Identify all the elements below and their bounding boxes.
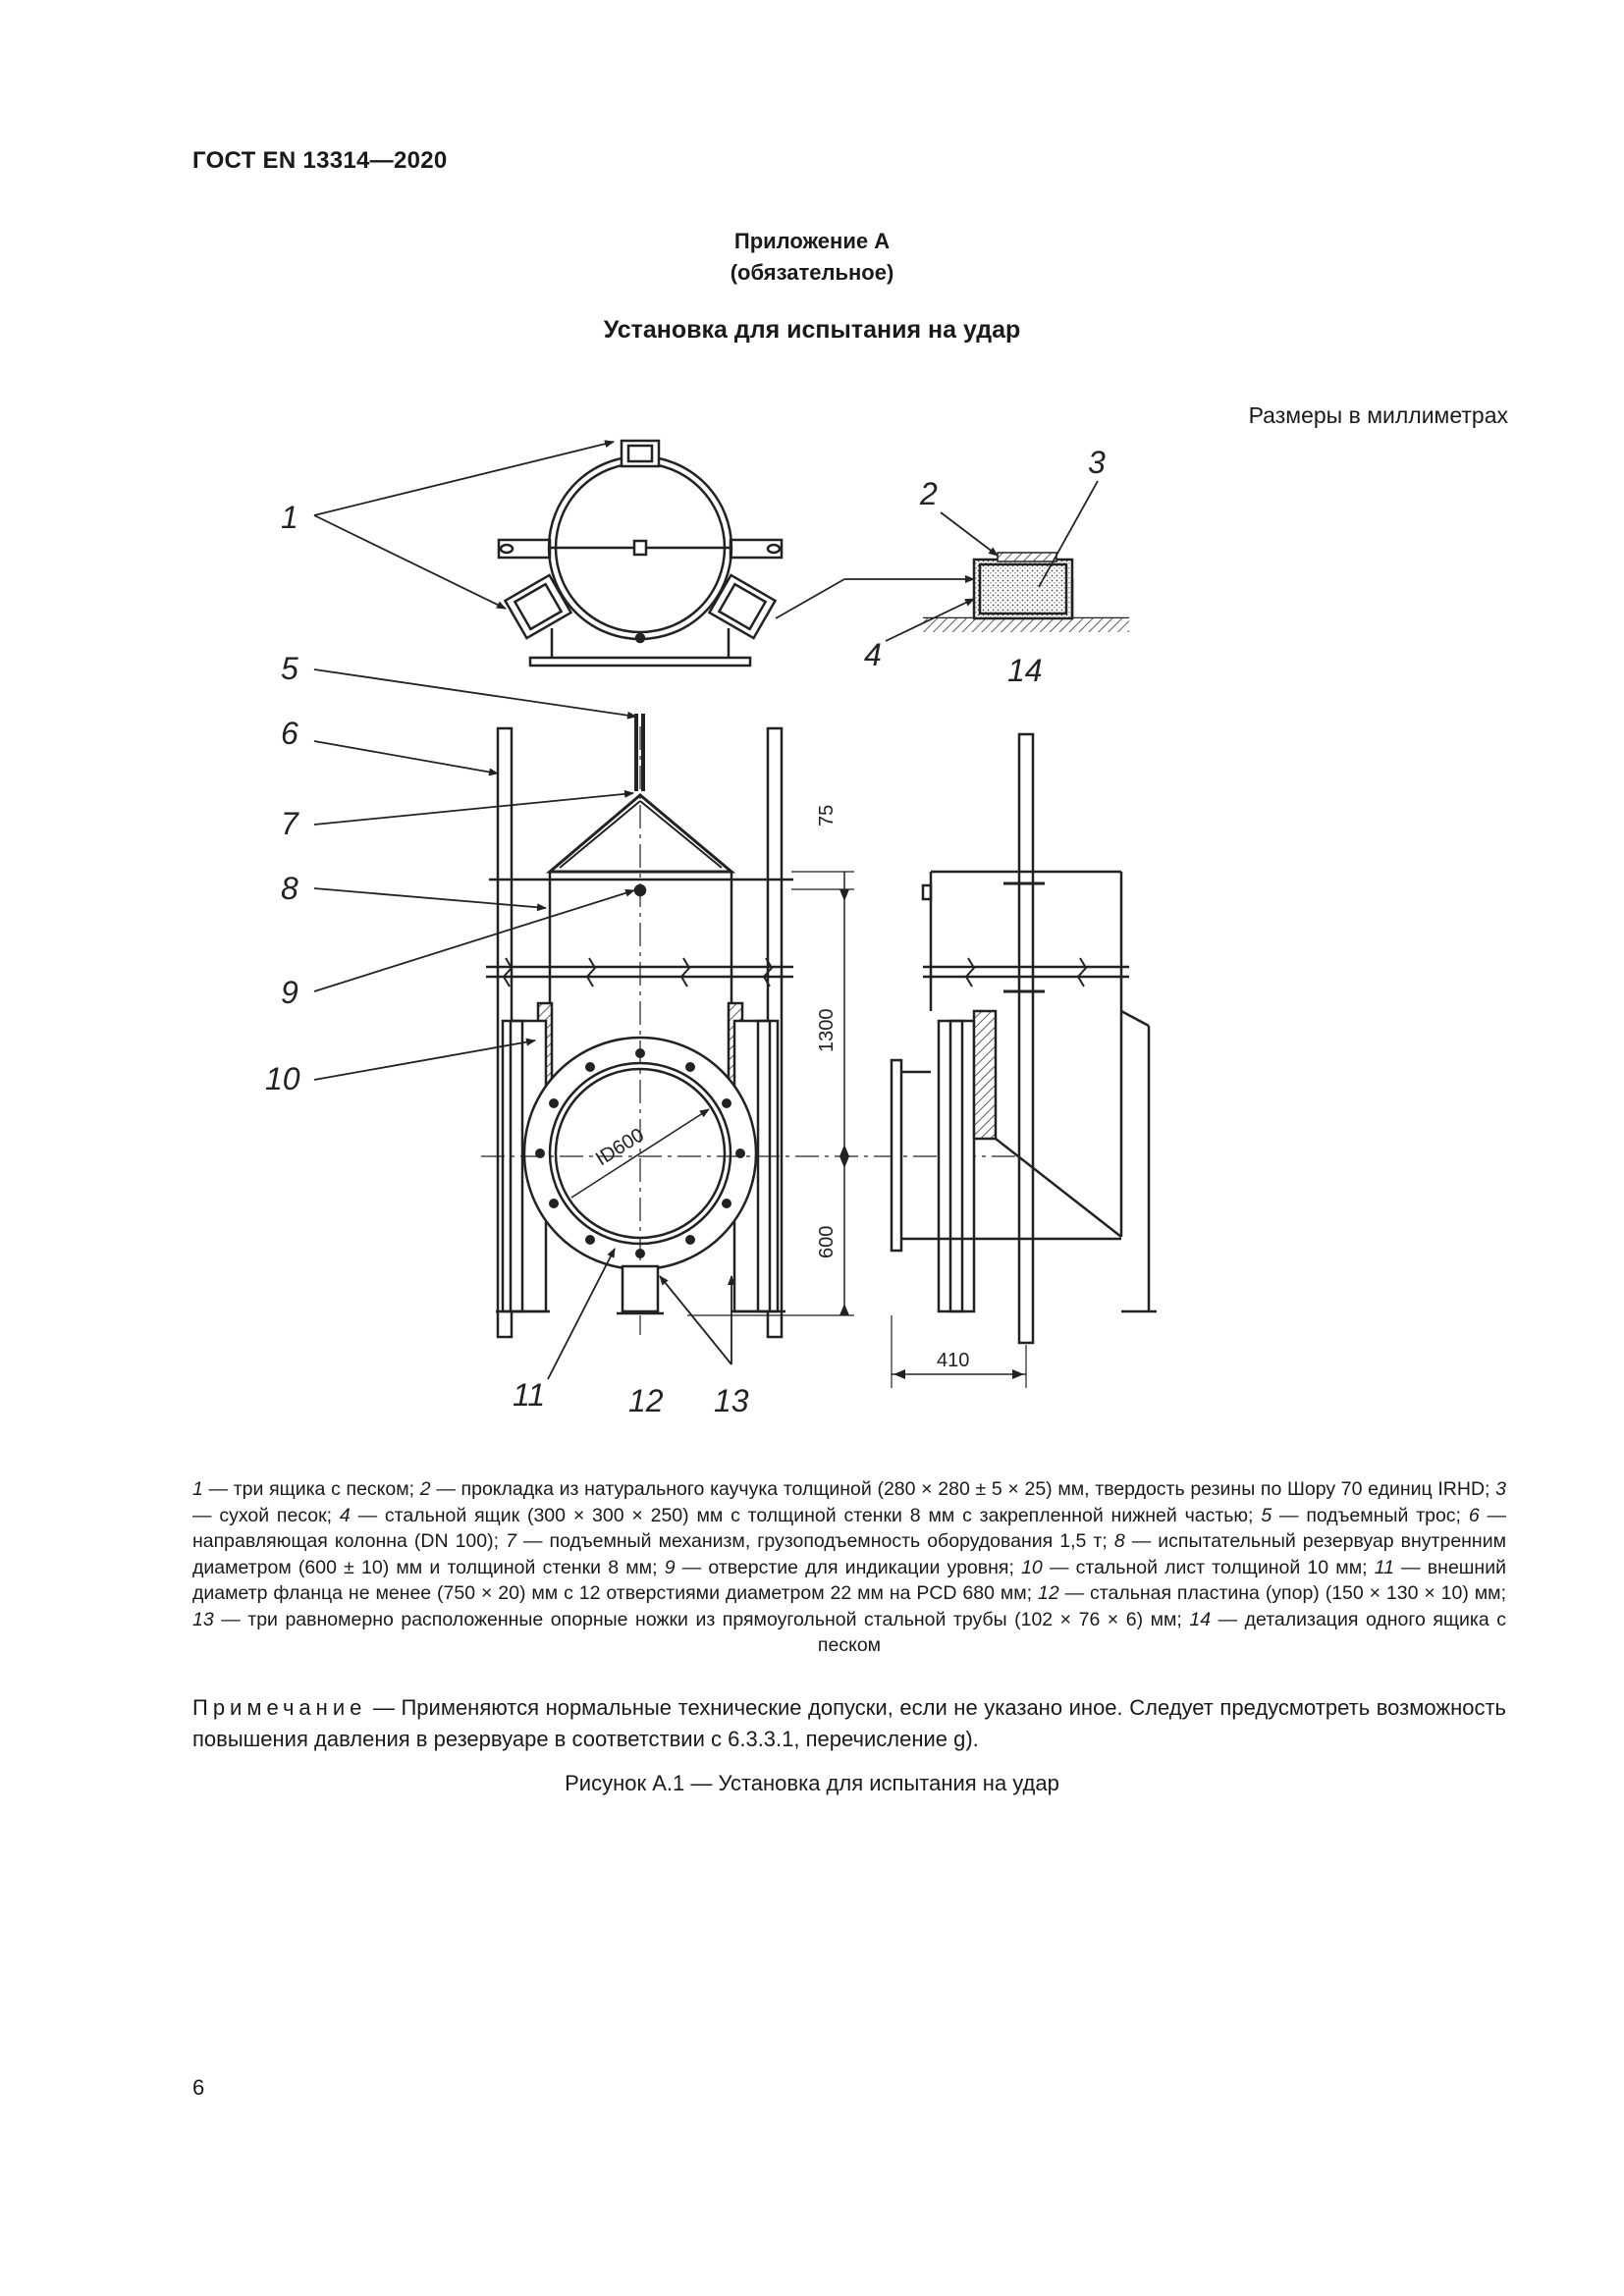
dimension-id600: ID600 [591, 1124, 648, 1171]
legend-item-text: — испытательный резервуар внутренним диаметром (600 ± 10) мм и толщиной стенки 8 мм; [192, 1530, 1507, 1578]
legend-item-number: 8 [1113, 1530, 1125, 1552]
legend-item-text: — отверстие для индикации уровня; [675, 1556, 1022, 1578]
callout-14: 14 [1007, 653, 1043, 688]
annex-status: (обязательное) [730, 260, 894, 285]
legend-item-text: — стальная пластина (упор) (150 × 130 × 10) мм; [1058, 1582, 1506, 1604]
callout-8: 8 [281, 871, 298, 906]
legend-item-number: 10 [1021, 1556, 1043, 1578]
legend-item-text: — стальной ящик (300 × 300 × 250) мм с толщиной стенки 8 мм с закрепленной нижней частью; [350, 1504, 1262, 1526]
sand-box-detail [923, 553, 1129, 632]
callout-10: 10 [265, 1061, 300, 1096]
legend-item-text: — подъемный трос; [1272, 1504, 1469, 1526]
callout-9: 9 [281, 975, 298, 1010]
annex-title: Приложение А [733, 229, 891, 253]
callout-13: 13 [714, 1383, 749, 1418]
legend-item-number: 13 [192, 1608, 214, 1630]
dimension-410: 410 [937, 1350, 970, 1371]
legend-item-number: 4 [339, 1504, 351, 1526]
dimension-75: 75 [816, 804, 838, 827]
legend-item-number: 9 [664, 1556, 676, 1578]
legend-item-text: — стальной лист толщиной 10 мм; [1042, 1556, 1375, 1578]
legend-item-number: 1 [192, 1478, 203, 1500]
note [192, 1692, 1506, 1755]
figure-caption: Рисунок А.1 — Установка для испытания на удар [565, 1771, 1059, 1795]
dimension-600: 600 [816, 1225, 838, 1258]
legend-item-number: 11 [1374, 1556, 1394, 1578]
legend-item-text: — прокладка из натурального каучука толщиной (280 × 280 ± 5 × 25) мм, твердость резины по Шору 70 единиц IRHD; [430, 1478, 1496, 1500]
legend-item-number: 14 [1189, 1608, 1212, 1630]
legend-item-text: — три ящика с песком; [202, 1478, 420, 1500]
figure-legend [192, 1476, 1506, 1659]
legend-item-number: 5 [1261, 1504, 1272, 1526]
callout-4: 4 [864, 637, 882, 672]
callout-3: 3 [1088, 445, 1106, 480]
legend-item-number: 2 [419, 1478, 431, 1500]
legend-item-number: 7 [506, 1530, 516, 1552]
dimension-1300: 1300 [816, 1008, 838, 1052]
legend-item-text: — подъемный механизм, грузоподъемность оборудования 1,5 т; [515, 1530, 1114, 1552]
callout-7: 7 [281, 806, 298, 841]
side-view [892, 734, 1157, 1388]
callout-11: 11 [513, 1377, 546, 1413]
legend-item-text: — направляющая колонна (DN 100); [192, 1504, 1506, 1552]
document-header: ГОСТ EN 13314—2020 [192, 147, 448, 174]
legend-item-text: — три равномерно расположенные опорные ножки из прямоугольной стальной трубы (102 × 76 × 6) мм; [213, 1608, 1190, 1630]
legend-item-number: 12 [1038, 1582, 1059, 1604]
callout-5: 5 [281, 651, 298, 686]
callout-6: 6 [281, 716, 298, 751]
legend-item-text: — сухой песок; [192, 1504, 340, 1526]
legend-item-number: 6 [1468, 1504, 1480, 1526]
page-number: 6 [192, 2075, 205, 2100]
legend-item-text: — детализация одного ящика с песком [817, 1608, 1506, 1656]
units-note: Размеры в миллиметрах [1248, 402, 1508, 428]
legend-item-text: — внешний диаметр фланца не менее (750 × 20) мм с 12 отверстиями диаметром 22 мм на PCD 680 мм; [192, 1556, 1506, 1604]
callout-1: 1 [281, 500, 298, 535]
note-label: Примечание [192, 1695, 367, 1720]
note-text: — Применяются нормальные технические допуски, если не указано иное. Следует предусмотреть возможность повышения давления в резервуаре в соответствии с 6.3.3.1, перечисление g). [192, 1695, 1506, 1751]
legend-item-number: 3 [1495, 1478, 1506, 1500]
top-view [499, 441, 782, 666]
section-title: Установка для испытания на удар [603, 316, 1021, 344]
callout-2: 2 [920, 476, 938, 511]
callout-12: 12 [628, 1383, 664, 1418]
